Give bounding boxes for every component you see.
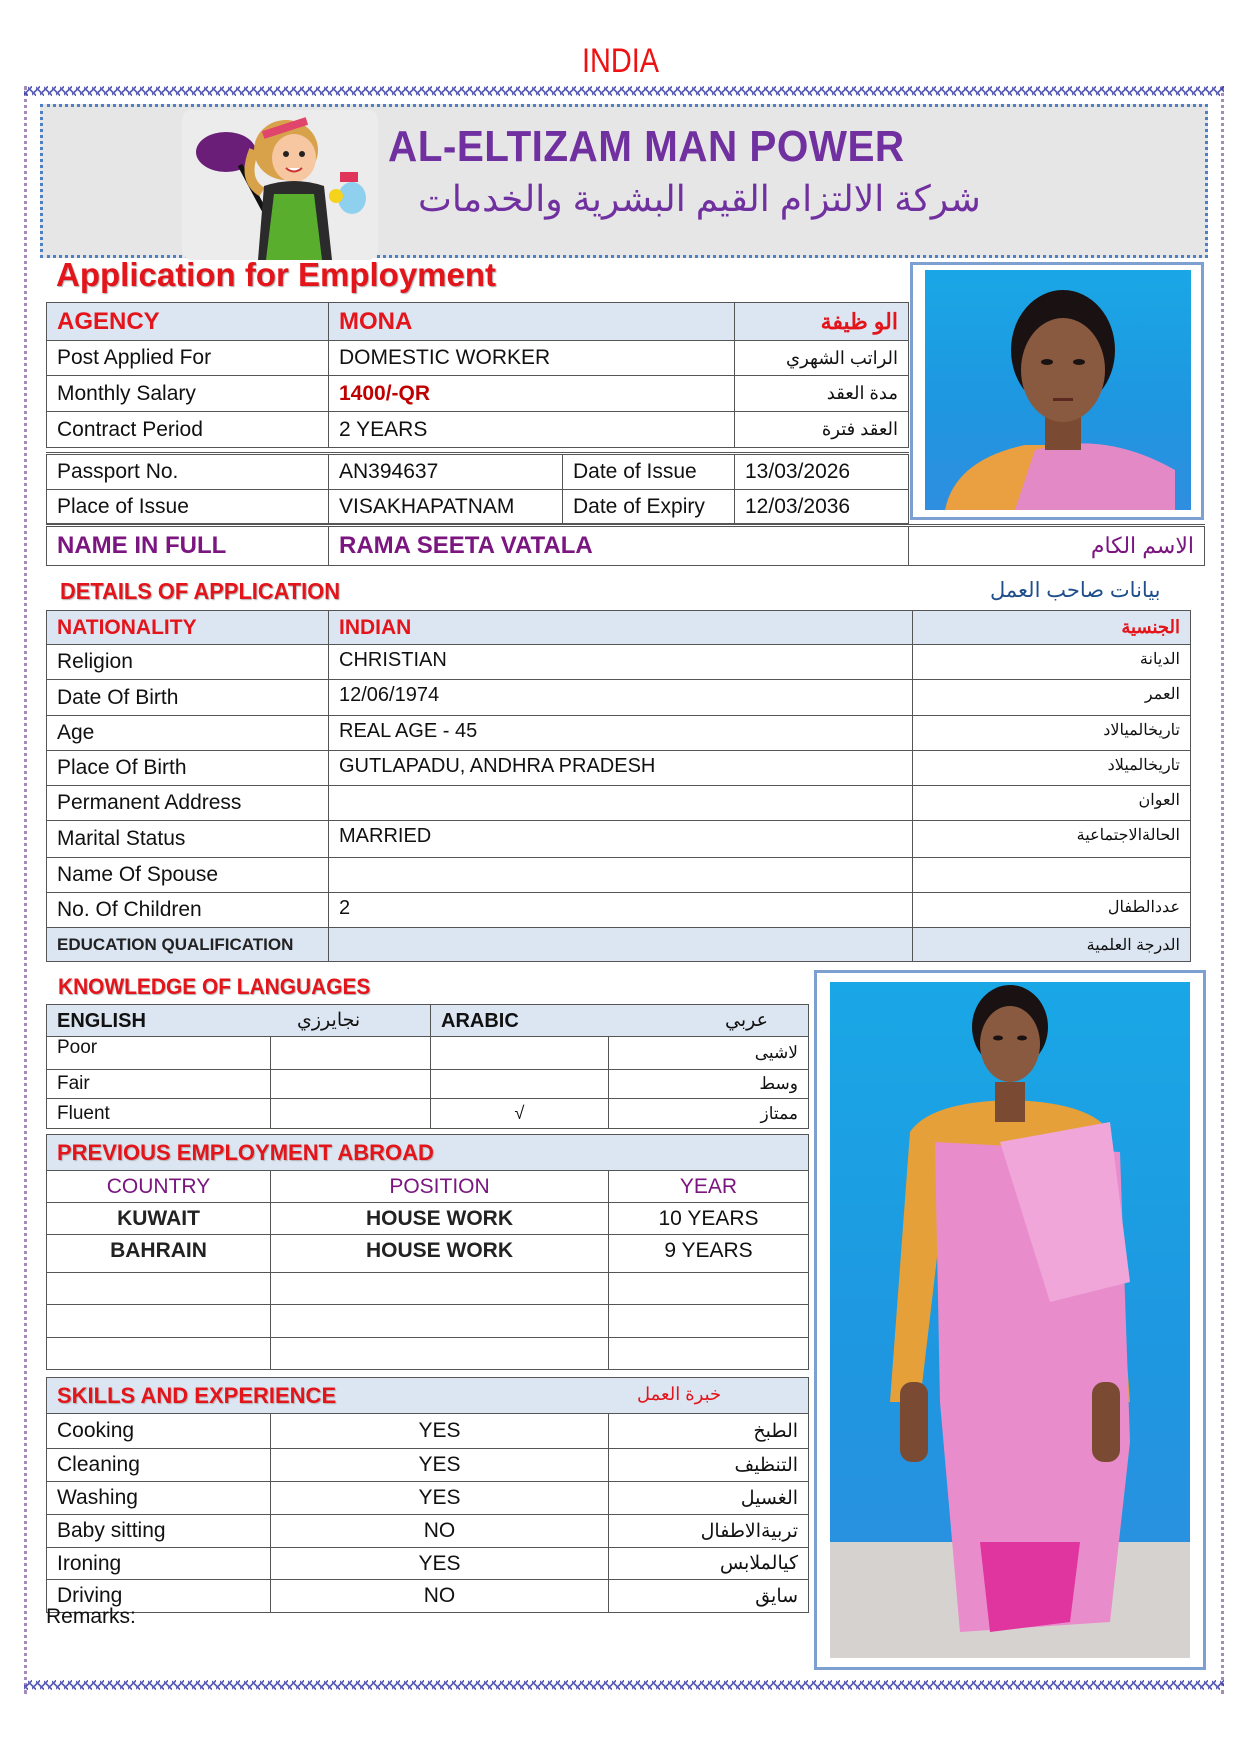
row-label-arabic: العمر — [913, 680, 1191, 716]
employment-position — [271, 1273, 609, 1305]
languages-table — [46, 1004, 809, 1129]
english-level-cell — [271, 1099, 431, 1129]
skill-name-arabic: الطبخ — [609, 1414, 809, 1449]
table-row — [47, 1099, 809, 1129]
skill-value: YES — [271, 1449, 609, 1482]
skill-value: YES — [271, 1548, 609, 1580]
employment-years — [609, 1338, 809, 1370]
skill-value: NO — [271, 1515, 609, 1548]
full-name-value: RAMA SEETA VATALA — [329, 526, 909, 566]
row-value: REAL AGE - 45 — [329, 716, 913, 751]
english-label-arabic: نجايرزي — [297, 1010, 361, 1031]
table-row — [47, 1515, 809, 1548]
arabic-fluent-check: √ — [431, 1099, 609, 1129]
row-label: Name Of Spouse — [47, 858, 329, 893]
skills-section-title — [47, 1378, 809, 1414]
company-name-arabic: شركة الالتزام القيم البشرية والخدمات — [418, 178, 981, 219]
row-label: No. Of Children — [47, 893, 329, 928]
agency-label: AGENCY — [47, 303, 329, 341]
table-row — [47, 454, 909, 490]
table-row — [47, 893, 1191, 928]
row-label-arabic: العوان — [913, 786, 1191, 821]
country-header: COUNTRY — [47, 1171, 271, 1203]
position-header: POSITION — [271, 1171, 609, 1203]
row-label-arabic: الحالةالاجتماعية — [913, 821, 1191, 858]
passport-number-value: AN394637 — [329, 454, 563, 490]
table-row — [47, 1338, 809, 1370]
arabic-label: ARABIC — [441, 1009, 519, 1032]
row-value: 2 — [329, 893, 913, 928]
table-row — [47, 341, 909, 376]
full-name-label: NAME IN FULL — [47, 526, 329, 566]
place-of-issue-label: Place of Issue — [47, 490, 329, 524]
skill-name: Cleaning — [47, 1449, 271, 1482]
row-label: Contract Period — [47, 412, 329, 448]
employment-country — [47, 1305, 271, 1338]
company-name: AL-ELTIZAM MAN POWER — [388, 122, 905, 171]
employment-years: 10 YEARS — [609, 1203, 809, 1235]
year-header: YEAR — [609, 1171, 809, 1203]
job-table — [46, 302, 909, 448]
table-row — [47, 645, 1191, 680]
agency-value: MONA — [329, 303, 735, 341]
row-value — [329, 858, 913, 893]
nationality-label: NATIONALITY — [47, 611, 329, 645]
skill-name-arabic: تربيةالاطفال — [609, 1515, 809, 1548]
table-row — [47, 1449, 809, 1482]
application-title: Application for Employment — [56, 256, 497, 293]
table-row — [47, 821, 1191, 858]
row-label-arabic: تاريخالميلاد — [913, 751, 1191, 786]
name-row — [47, 526, 1205, 566]
table-row — [47, 376, 909, 412]
skills-title-row — [47, 1378, 809, 1414]
issue-date-value: 13/03/2026 — [735, 454, 909, 490]
applicant-portrait-photo — [925, 270, 1191, 510]
skills-title-arabic: خبرة العمل — [637, 1384, 722, 1404]
level-label-arabic: ممتاز — [609, 1099, 809, 1129]
table-row — [47, 751, 1191, 786]
employment-position: HOUSE WORK — [271, 1203, 609, 1235]
employment-position: HOUSE WORK — [271, 1235, 609, 1273]
bottom-border-decoration — [24, 1680, 1224, 1690]
skill-name: Cooking — [47, 1414, 271, 1449]
table-row — [47, 680, 1191, 716]
employment-country — [47, 1338, 271, 1370]
skill-value: NO — [271, 1580, 609, 1613]
table-row — [47, 1482, 809, 1515]
row-label: Permanent Address — [47, 786, 329, 821]
passport-table — [46, 452, 909, 524]
level-label-arabic: وسط — [609, 1070, 809, 1099]
skill-value: YES — [271, 1414, 609, 1449]
salary-value: 1400/-QR — [329, 376, 735, 412]
english-label: ENGLISH — [57, 1009, 146, 1032]
english-level-cell — [271, 1070, 431, 1099]
employment-title-text: PREVIOUS EMPLOYMENT ABROAD — [57, 1139, 434, 1165]
table-row — [47, 1235, 809, 1273]
row-label-arabic: عددالطفال — [913, 893, 1191, 928]
employment-position — [271, 1338, 609, 1370]
row-label-arabic: العقد فترة — [735, 412, 909, 448]
row-label: Monthly Salary — [47, 376, 329, 412]
agency-label-arabic: الو ظيفة — [735, 303, 909, 341]
employment-country: KUWAIT — [47, 1203, 271, 1235]
skill-name: Baby sitting — [47, 1515, 271, 1548]
row-label: Religion — [47, 645, 329, 680]
languages-section-title: KNOWLEDGE OF LANGUAGES — [58, 974, 371, 999]
english-header — [47, 1005, 431, 1037]
table-row — [47, 490, 909, 524]
agency-row — [47, 303, 909, 341]
skill-name-arabic: التنظيف — [609, 1449, 809, 1482]
arabic-label-arabic: عربي — [725, 1010, 768, 1031]
table-row — [47, 1305, 809, 1338]
name-table — [46, 524, 1205, 566]
employment-section-title — [47, 1135, 809, 1171]
nationality-label-arabic: الجنسية — [913, 611, 1191, 645]
details-section-title-arabic: بيانات صاحب العمل — [990, 579, 1161, 602]
table-row — [47, 1070, 809, 1099]
arabic-level-cell — [431, 1037, 609, 1070]
education-label-arabic: الدرجة العلمية — [913, 928, 1191, 962]
employment-years — [609, 1273, 809, 1305]
full-name-label-arabic: الاسم الكام — [909, 526, 1205, 566]
top-border-decoration — [24, 86, 1224, 96]
level-label: Poor — [47, 1037, 271, 1070]
row-value — [329, 786, 913, 821]
nationality-value: INDIAN — [329, 611, 913, 645]
table-row — [47, 716, 1191, 751]
place-of-issue-value: VISAKHAPATNAM — [329, 490, 563, 524]
table-row — [47, 412, 909, 448]
row-label: Marital Status — [47, 821, 329, 858]
employment-title-row — [47, 1135, 809, 1171]
english-level-cell — [271, 1037, 431, 1070]
row-value: GUTLAPADU, ANDHRA PRADESH — [329, 751, 913, 786]
skill-name-arabic: سايق — [609, 1580, 809, 1613]
expiry-date-value: 12/03/2036 — [735, 490, 909, 524]
skill-name-arabic: كيالملابس — [609, 1548, 809, 1580]
skills-table — [46, 1377, 809, 1613]
row-label-arabic: الديانة — [913, 645, 1191, 680]
maid-mascot-icon — [182, 110, 378, 260]
level-label: Fluent — [47, 1099, 271, 1129]
table-row — [47, 1548, 809, 1580]
passport-number-label: Passport No. — [47, 454, 329, 490]
row-label-arabic: الراتب الشهري — [735, 341, 909, 376]
row-label-arabic — [913, 858, 1191, 893]
remarks-label: Remarks: — [46, 1605, 136, 1628]
skill-value: YES — [271, 1482, 609, 1515]
country-title: INDIA — [581, 42, 660, 80]
row-value: MARRIED — [329, 821, 913, 858]
table-row — [47, 1037, 809, 1070]
details-section-title: DETAILS OF APPLICATION — [60, 578, 340, 604]
table-row — [47, 1273, 809, 1305]
skill-name: Washing — [47, 1482, 271, 1515]
employment-country: BAHRAIN — [47, 1235, 271, 1273]
level-label: Fair — [47, 1070, 271, 1099]
table-row — [47, 1203, 809, 1235]
level-label-arabic: لاشيى — [609, 1037, 809, 1070]
table-row — [47, 786, 1191, 821]
employment-years — [609, 1305, 809, 1338]
row-value: CHRISTIAN — [329, 645, 913, 680]
row-label: Date Of Birth — [47, 680, 329, 716]
employment-position — [271, 1305, 609, 1338]
education-row — [47, 928, 1191, 962]
row-label: Age — [47, 716, 329, 751]
skill-name: Ironing — [47, 1548, 271, 1580]
row-label: Post Applied For — [47, 341, 329, 376]
skill-name-arabic: الغسيل — [609, 1482, 809, 1515]
education-value — [329, 928, 913, 962]
row-label-arabic: تاريخالميالاد — [913, 716, 1191, 751]
table-row — [47, 858, 1191, 893]
nationality-row — [47, 611, 1191, 645]
arabic-header — [431, 1005, 809, 1037]
arabic-level-cell — [431, 1070, 609, 1099]
employment-country — [47, 1273, 271, 1305]
employment-header-row — [47, 1171, 809, 1203]
issue-date-label: Date of Issue — [563, 454, 735, 490]
skills-title-text: SKILLS AND EXPERIENCE — [57, 1382, 337, 1408]
row-label: Place Of Birth — [47, 751, 329, 786]
row-value: 2 YEARS — [329, 412, 735, 448]
applicant-full-body-photo — [830, 982, 1190, 1658]
employment-table — [46, 1134, 809, 1370]
row-label-arabic: مدة العقد — [735, 376, 909, 412]
table-row — [47, 1414, 809, 1449]
table-row — [47, 1580, 809, 1613]
row-value: DOMESTIC WORKER — [329, 341, 735, 376]
education-label: EDUCATION QUALIFICATION — [47, 928, 329, 962]
languages-header-row — [47, 1005, 809, 1037]
skill-name: Driving — [47, 1580, 271, 1613]
details-table — [46, 610, 1191, 962]
row-value: 12/06/1974 — [329, 680, 913, 716]
expiry-date-label: Date of Expiry — [563, 490, 735, 524]
employment-years: 9 YEARS — [609, 1235, 809, 1273]
